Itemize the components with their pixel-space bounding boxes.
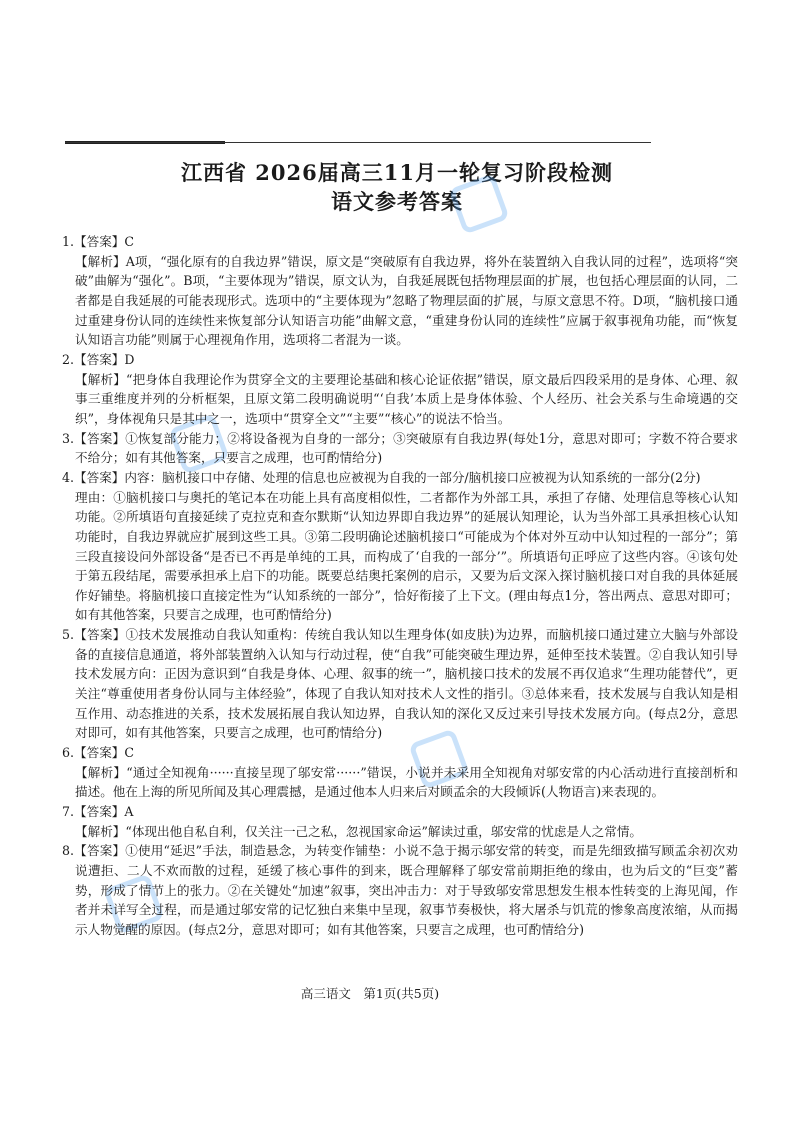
answer-explanation: 【解析】A项，“强化原有的自我边界”错误，原文是“突破原有自我边界，将外在装置纳入自我认同的过程”，选项将“突破”曲解为“强化”。B项，“主要体现为”错误，原文认为，自我延展既包括物理层面的扩展，也包括心理层面的认同，二者都是自我延展的可能表现形式。选项中的“主要体现为”忽略了物理层面的扩展，与原文意思不符。D项，“脑机接口通过重建身份认同的连续性来恢复部分认知语言功能”曲解文意，“重建身份认同的连续性”应属于叙事视角功能，而“恢复认知语言功能”则属于心理视角作用，选项将二者混为一谈。 xyxy=(75,253,738,348)
document-subtitle: 语文参考答案 xyxy=(331,189,463,214)
answer-label: 6.【答案】C xyxy=(62,745,135,761)
answer-label: 3.【答案】①恢复部分能力；②将设备视为自身的一部分；③突破原有自我边界(每处1分，意思对即可；字数不符合要求不给分；如有其他答案，只要言之成理，也可酌情给分) xyxy=(62,430,738,466)
answer-label: 8.【答案】①使用“延迟”手法，制造悬念，为转变作铺垫：小说不急于揭示邬安常的转变，而是先细致描写顾孟余初次劝说遭拒、二人不欢而散的过程，延缓了核心事件的到来，既合理解释了邬安常前期拒绝的缘由，也为后文的“巨变”蓄势，形成了情节上的张力。②在关键处“加速”叙事，突出冲击力：对于导致邬安常思想发生根本性转变的上海见闻，作者并未详写全过程，而是通过邬安常的记忆独白来集中呈现，叙事节奏极快，将大屠杀与饥荒的惨象高度浓缩，从而揭示人物觉醒的原因。(每点2分，意思对即可；如有其他答案，只要言之成理，也可酌情给分) xyxy=(62,843,738,937)
answer-label: 4.【答案】内容：脑机接口中存储、处理的信息也应被视为自我的一部分/脑机接口应被视为认知系统的一部分(2分) xyxy=(62,469,701,485)
answer-item-6 xyxy=(62,743,738,802)
answer-item-5 xyxy=(62,625,738,743)
answer-item-8 xyxy=(62,841,738,939)
answer-label: 7.【答案】A xyxy=(62,804,134,820)
answer-label: 2.【答案】D xyxy=(62,351,135,367)
answer-reason: 理由：①脑机接口与奥托的笔记本在功能上具有高度相似性，二者都作为外部工具，承担了存储、处理信息等核心认知功能。②所填语句直接延续了克拉克和查尔默斯“认知边界即自我边界”的延展认知理论，认为当外部工具承担核心认知功能时，自我边界就应扩展到这些工具。③第二段明确论述脑机接口“可能成为个体对外互动中认知过程的一部分”；第三段直接设问外部设备“是否已不再是单纯的工具，而构成了‘自我的一部分’”。所填语句正呼应了这些内容。④该句处于第五段结尾，需要承担承上启下的功能。既要总结奥托案例的启示，又要为后文深入探讨脑机接口对自我的具体延展作好铺垫。将脑机接口直接定性为“认知系统的一部分”，恰好衔接了上下文。(理由每点1分，答出两点、意思对即可；如有其他答案，只要言之成理，也可酌情给分) xyxy=(75,489,738,623)
answer-explanation: 【解析】“把身体自我理论作为贯穿全文的主要理论基础和核心论证依据”错误，原文最后四段采用的是身体、心理、叙事三重维度并列的分析框架，且原文第二段明确说明“‘自我’本质上是身体体验、个人经历、社会关系与生命境遇的交织”，身体视角只是其中之一，选项中“贯穿全文”“主要”“核心”的说法不恰当。 xyxy=(75,371,738,426)
answer-label: 5.【答案】①技术发展推动自我认知重构：传统自我认知以生理身体(如皮肤)为边界，而脑机接口通过建立大脑与外部设备的直接信息通道，将外部装置纳入认知与行动过程，使“自我”可能突破生理边界，延伸至技术装置。②自我认知引导技术发展方向：正因为意识到“自我是身体、心理、叙事的统一”，脑机接口技术的发展不再仅追求“生理功能替代”，更关注“尊重使用者身份认同与主体经验”，体现了自我认知对技术人文性的指引。③总体来看，技术发展与自我认知是相互作用、动态推进的关系，技术发展拓展自我认知边界，自我认知的深化又反过来引导技术发展方向。(每点2分，意思对即可，如有其他答案，只要言之成理，也可酌情给分) xyxy=(62,627,738,741)
page-footer: 高三语文 第1页(共5页) xyxy=(300,986,440,1001)
answer-item-1 xyxy=(62,232,738,350)
document-title: 江西省 2026届高三11月一轮复习阶段检测 xyxy=(181,160,613,185)
answer-item-4 xyxy=(62,468,738,625)
answer-label: 1.【答案】C xyxy=(62,234,135,249)
answer-explanation: 【解析】“体现出他自私自利，仅关注一己之私，忽视国家命运”解读过重，邬安常的忧虑是人之常情。 xyxy=(75,823,643,839)
answer-item-7 xyxy=(62,802,738,841)
answer-explanation: 【解析】“通过全知视角······直接呈现了邬安常······”错误，小说并未采用全知视角对邬安常的内心活动进行直接剖析和描述。他在上海的所见所闻及其心理震撼，是通过他本人归来后对顾孟余的大段倾诉(人物语言)来表现的。 xyxy=(75,764,738,800)
answer-list xyxy=(62,232,738,940)
header-rule xyxy=(65,142,651,143)
answer-item-2 xyxy=(62,350,738,429)
answer-item-3 xyxy=(62,429,738,468)
